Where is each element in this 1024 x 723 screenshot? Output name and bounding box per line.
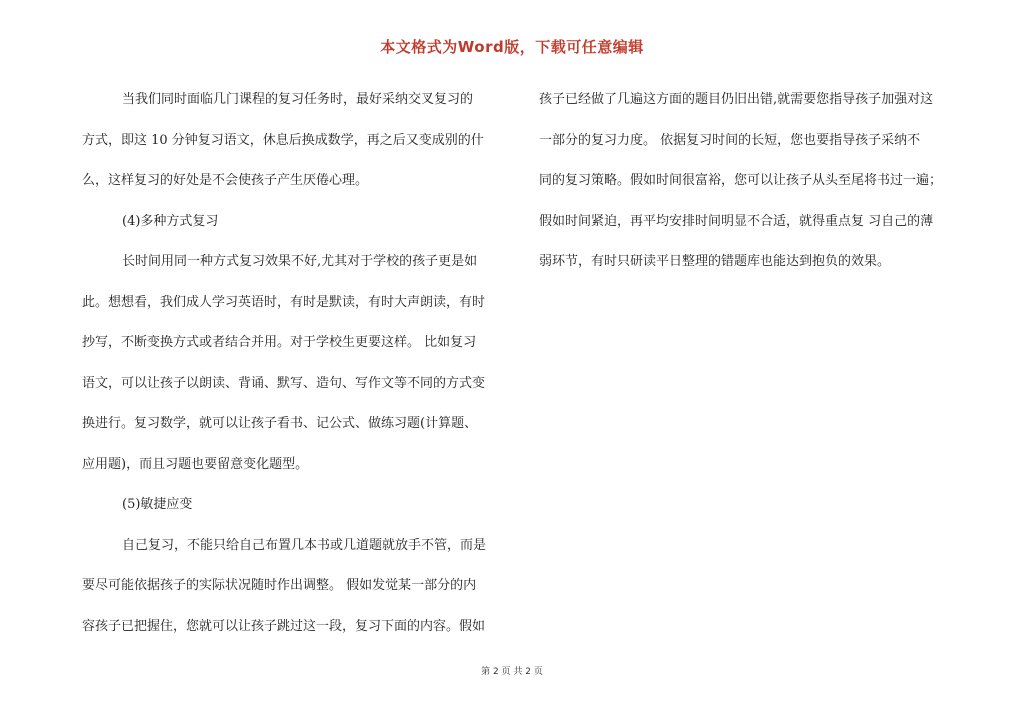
paragraph-line: 要尽可能依据孩子的实际状况随时作出调整。 假如发觉某一部分的内 xyxy=(82,578,477,593)
section-heading: (5)敏捷应变 xyxy=(122,497,193,512)
document-header-banner: 本文格式为Word版，下载可任意编辑 xyxy=(380,38,644,56)
paragraph-line: 方式，即这 10 分钟复习语文，休息后换成数学，再之后又变成别的什 xyxy=(82,132,484,148)
paragraph-line: 抄写，不断变换方式或者结合并用。对于学校生更要这样。 比如复习 xyxy=(82,335,477,350)
paragraph-line: 弱环节，有时只研读平日整理的错题库也能达到抱负的效果。 xyxy=(539,254,891,269)
paragraph-line: 长时间用同一种方式复习效果不好,尤其对于学校的孩子更是如 xyxy=(122,254,478,269)
right-text-column xyxy=(539,80,963,283)
paragraph-line: 一部分的复习力度。 依据复习时间的长短，您也要指导孩子采纳不 xyxy=(539,132,921,148)
paragraph-line: 自己复习，不能只给自己布置几本书或几道题就放手不管，而是 xyxy=(122,537,487,553)
left-text-column xyxy=(82,80,504,647)
section-heading: (4)多种方式复习 xyxy=(122,213,219,229)
paragraph-line: 么，这样复习的好处是不会使孩子产生厌倦心理。 xyxy=(82,173,369,188)
paragraph-line: 孩子已经做了几遍这方面的题目仍旧出错,就需要您指导孩子加强对这 xyxy=(539,92,934,107)
paragraph-line: 容孩子已把握住，您就可以让孩子跳过这一段，复习下面的内容。假如 xyxy=(82,618,486,634)
paragraph-line: 语文，可以让孩子以朗读、背诵、默写、造句、写作文等不同的方式变 xyxy=(82,375,486,391)
paragraph-line: 换进行。复习数学，就可以让孩子看书、记公式、做练习题(计算题、 xyxy=(82,416,478,431)
paragraph-line: 同的复习策略。假如时间很富裕，您可以让孩子从头至尾将书过一遍； xyxy=(539,173,943,188)
paragraph-line: 此。想想看，我们成人学习英语时，有时是默读，有时大声朗读，有时 xyxy=(82,294,486,310)
paragraph-line: 假如时间紧迫，再平均安排时间明显不合适，就得重点复 习自己的薄 xyxy=(539,213,934,229)
paragraph-line: 当我们同时面临几门课程的复习任务时，最好采纳交叉复习的 xyxy=(122,92,474,107)
paragraph-line: 应用题)，而且习题也要留意变化题型。 xyxy=(82,456,309,472)
page-number-footer: 第 2 页 共 2 页 xyxy=(481,667,543,677)
